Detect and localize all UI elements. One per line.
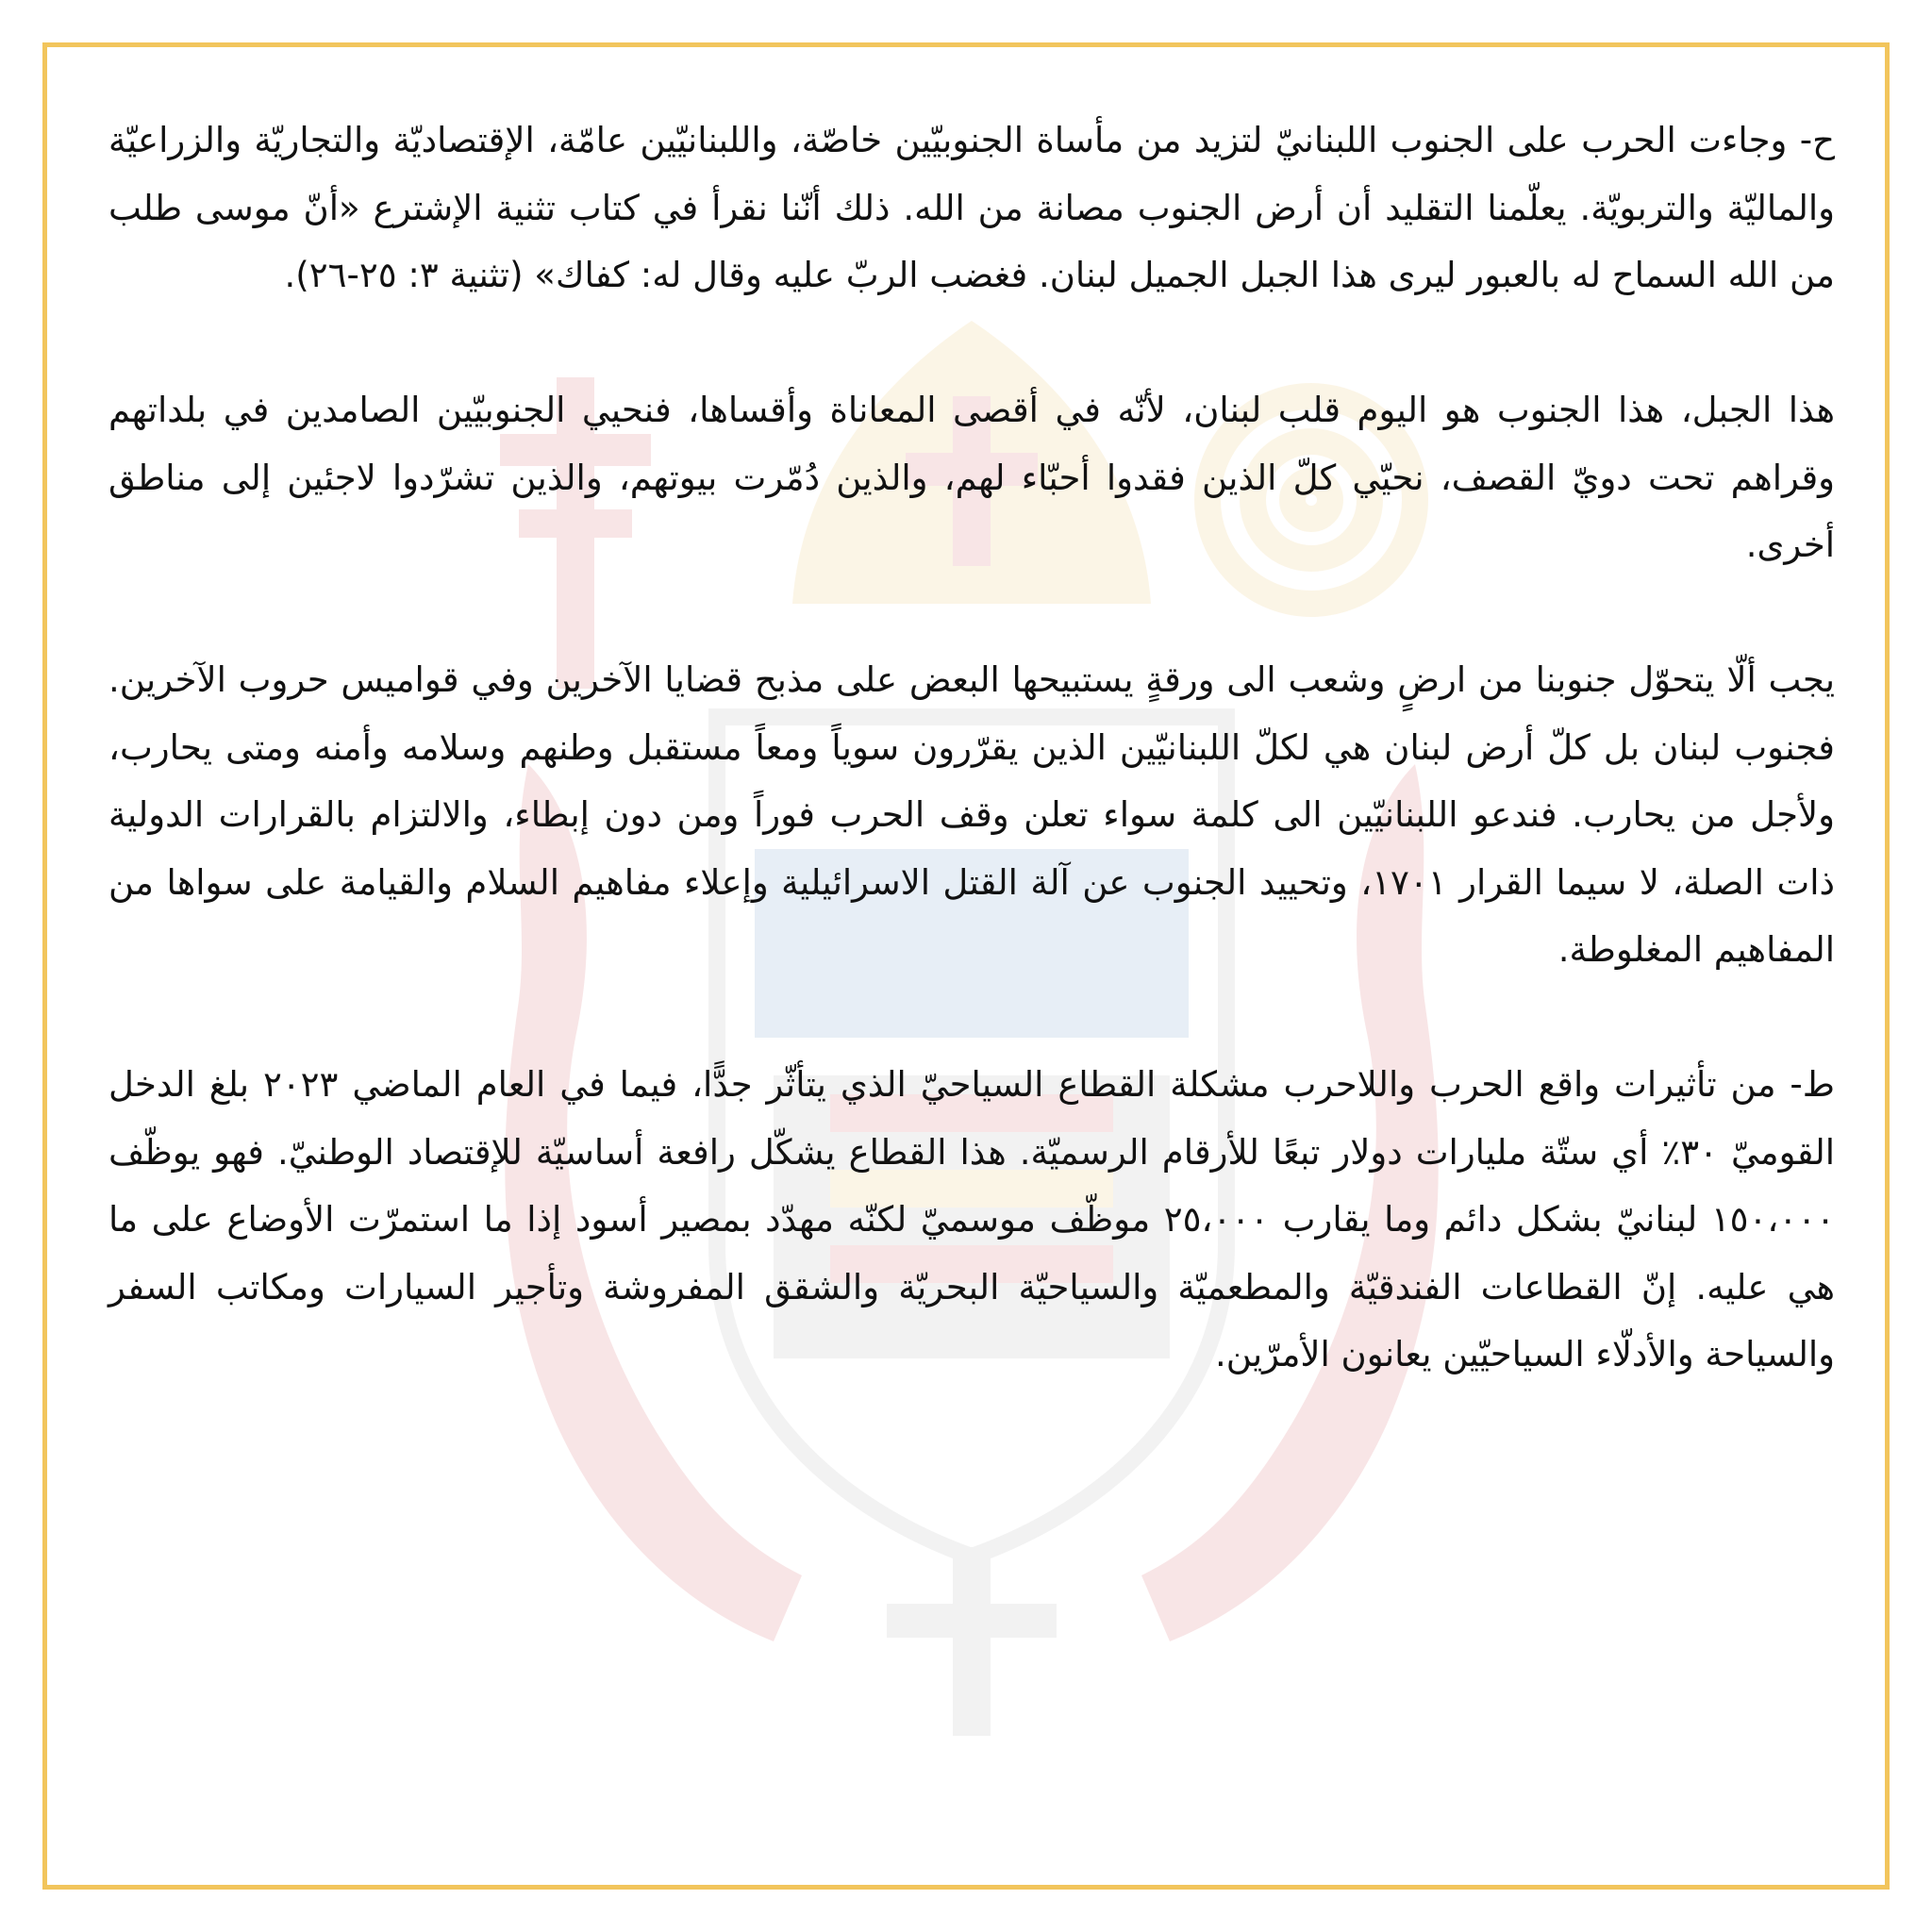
lower-cross-shape: [887, 1547, 1057, 1736]
paragraph-tourism-sector: ط- من تأثيرات واقع الحرب واللاحرب مشكلة القطاع السياحيّ الذي يتأثّر جدًّا، فيما في العام الماضي ٢٠٢٣ بلغ الدخل القوميّ ٣٠٪ أي ستّة مليارات دولار تبعًا للأرقام الرسميّة. هذا القطاع يشكّل رافعة أساسيّة للإقتصاد الوطنيّ. فهو يوظّف ١٥٠،٠٠٠ لبنانيّ بشكل دائم وما يقارب ٢٥،٠٠٠ موظّف موسميّ لكنّه مهدّد بمصير أسود إذا ما استمرّت الأوضاع على ما هي عليه. إنّ القطاعات الفندقيّة والمطعميّة والسياحيّة البحريّة والشقق المفروشة وتأجير السيارات ومكاتب السفر والسياحة والأدلّاء السياحيّين يعانون الأمرّين.: [108, 1064, 1835, 1374]
paragraph-south-not-paper: يجب ألّا يتحوّل جنوبنا من ارضٍ وشعب الى ورقةٍ يستبيحها البعض على مذبح قضايا الآخرين وفي قواميس حروب الآخرين. فجنوب لبنان بل كلّ أرض لبنان هي لكلّ اللبنانيّين الذين يقرّرون سوياً ومعاً مستقبل وطنهم وسلامه وأمنه ومتى يحارب، ولأجل من يحارب. فندعو اللبنانيّين الى كلمة سواء تعلن وقف الحرب فوراً ومن دون إبطاء، والالتزام بالقرارات الدولية ذات الصلة، لا سيما القرار ١٧٠١، وتحييد الجنوب عن آلة القتل الاسرائيلية وإعلاء مفاهيم السلام والقيامة على سواها من المفاهيم المغلوطة.: [108, 659, 1835, 970]
document-body: [108, 107, 1835, 1389]
paragraph-heart-of-lebanon: هذا الجبل، هذا الجنوب هو اليوم قلب لبنان، لأنّه في أقصى المعاناة وأقساها، فنحيي الجنوبيّين الصامدين في بلداتهم وقراهم تحت دويّ القصف، نحيّي كلّ الذين فقدوا أحبّاء لهم، والذين دُمّرت بيوتهم، والذين تشرّدوا لاجئين إلى مناطق أخرى.: [108, 390, 1835, 565]
paragraph-war-south: ح- وجاءت الحرب على الجنوب اللبنانيّ لتزيد من مأساة الجنوبيّين خاصّة، واللبنانيّين عامّة، الإقتصاديّة والتجاريّة والزراعيّة والماليّة والتربويّة. يعلّمنا التقليد أن أرض الجنوب مصانة من الله. ذلك أنّنا نقرأ في كتاب تثنية الإشترع «أنّ موسى طلب من الله السماح له بالعبور ليرى هذا الجبل الجميل لبنان. فغضب الربّ عليه وقال له: كفاك» (تثنية ٣: ٢٥-٢٦).: [108, 120, 1835, 295]
page-frame: [42, 42, 1890, 1890]
